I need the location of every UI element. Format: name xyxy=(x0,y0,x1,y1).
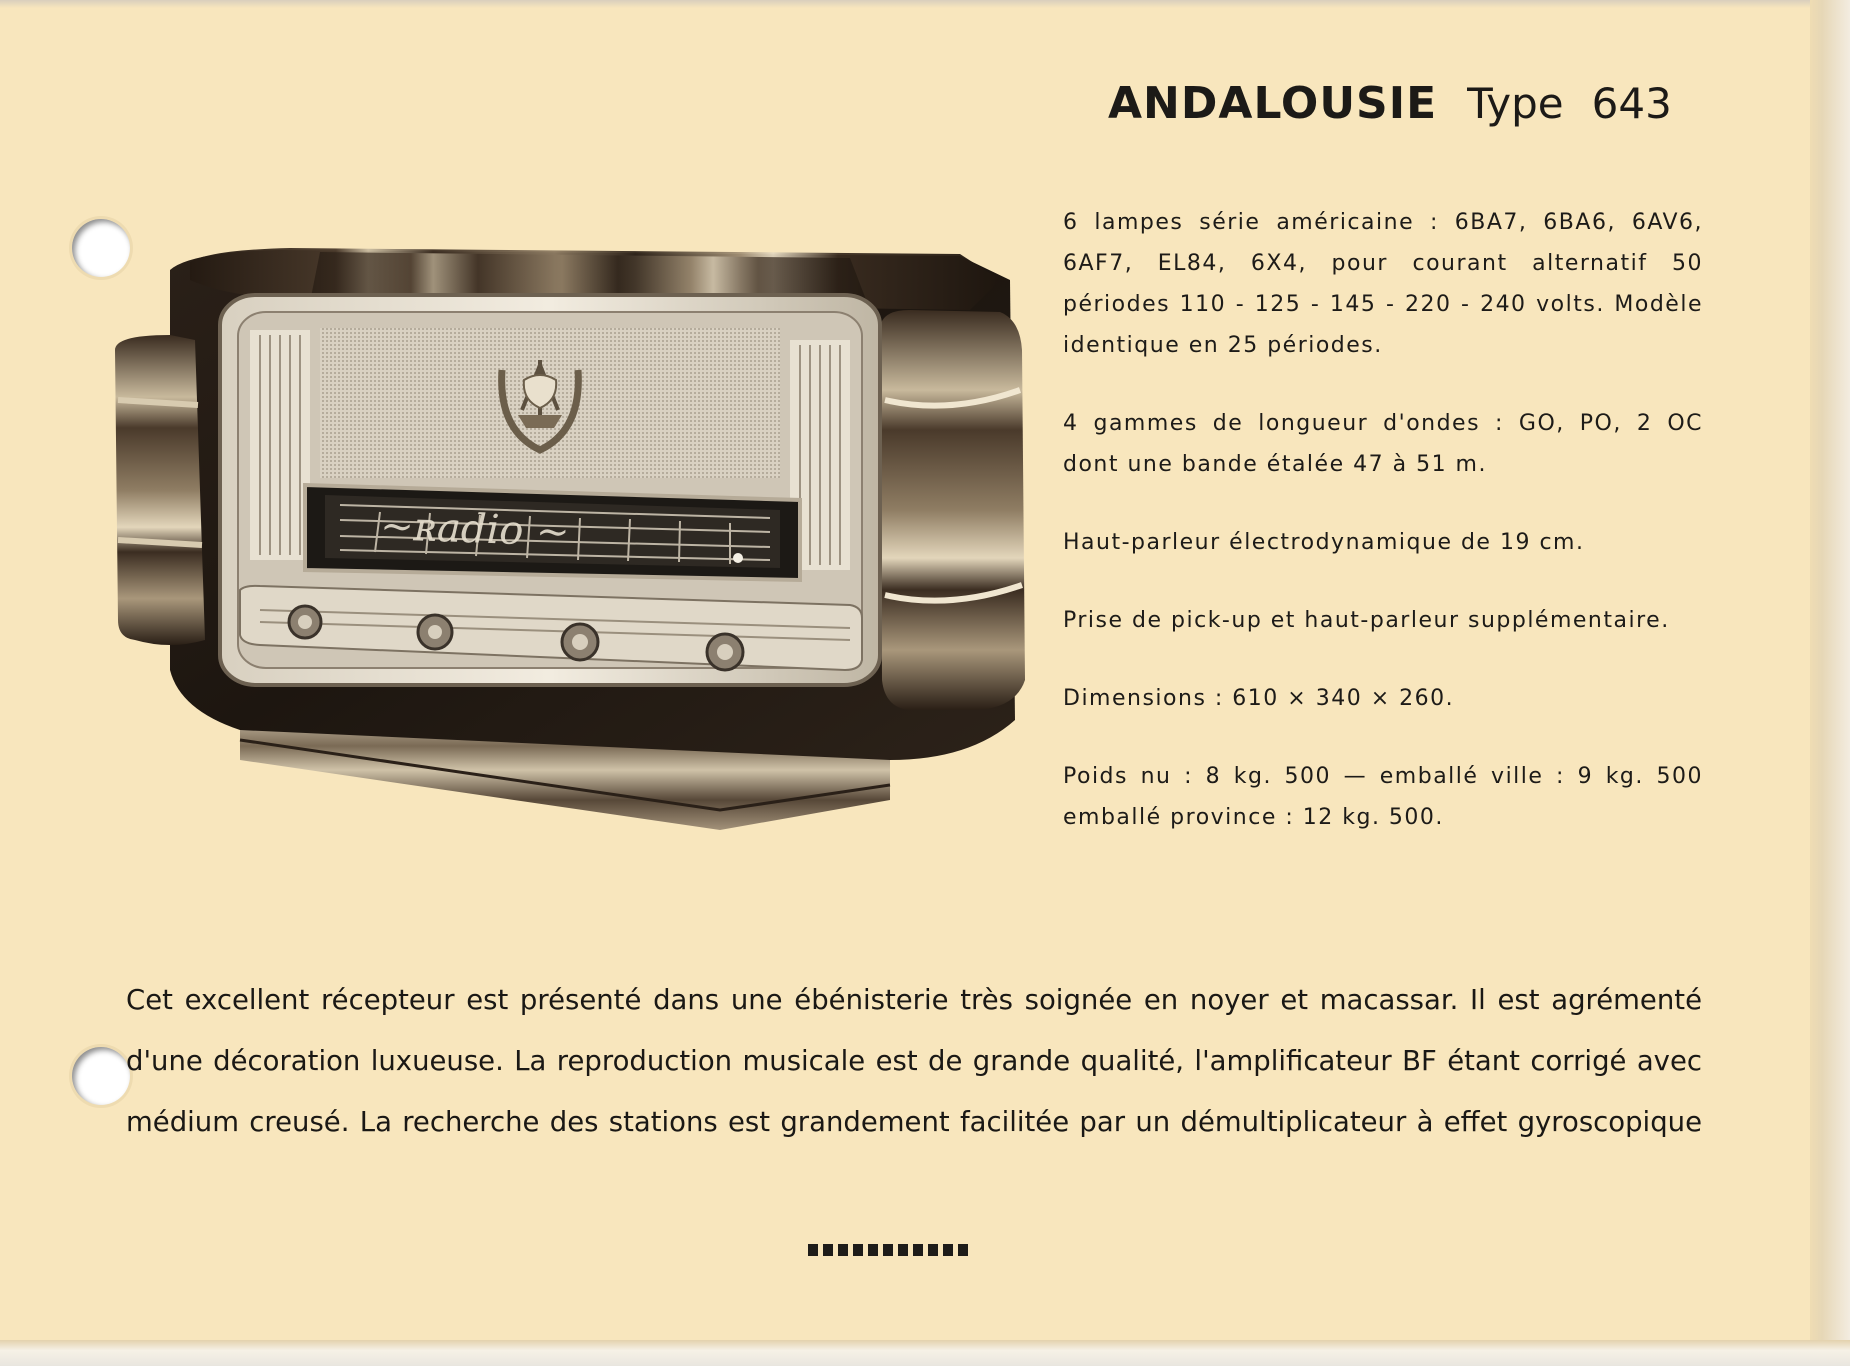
type-number: 643 xyxy=(1591,79,1672,128)
model-name: ANDALOUSIE xyxy=(1108,78,1438,129)
specifications xyxy=(1063,202,1703,875)
spec-dimensions: Dimensions : 610 × 340 × 260. xyxy=(1063,686,1455,711)
page-title xyxy=(1108,78,1672,129)
spec-speaker: Haut-parleur électrodynamique de 19 cm. xyxy=(1063,530,1585,555)
spec-wavebands: 4 gammes de longueur d'ondes : GO, PO, 2 OC dont une bande étalée 47 à 51 m. xyxy=(1063,411,1703,477)
paper-bottom-edge xyxy=(0,1340,1850,1366)
spec-weight: Poids nu : 8 kg. 500 — emballé ville : 9 kg. 500 emballé province : 12 kg. 500. xyxy=(1063,764,1703,830)
spec-tubes: 6 lampes série américaine : 6BA7, 6BA6, 6AV6, 6AF7, EL84, 6X4, pour courant alternatif 50 périodes 110 - 125 - 145 - 220 - 240 volts. Modèle identique en 25 périodes. xyxy=(1063,210,1703,358)
punch-hole-bottom xyxy=(72,1047,130,1105)
paper-top-edge xyxy=(0,0,1850,8)
decorative-separator xyxy=(808,1244,968,1256)
paper-right-edge xyxy=(1810,0,1850,1366)
description-paragraph: Cet excellent récepteur est présenté dans une ébénisterie très soignée en noyer et macassar. Il est agrémenté d'une décoration luxueuse. La reproduction musicale est de grande qualité, l'amplificateur BF étant corrigé avec médium creusé. La recherche des stations est grandement facilitée par un démultiplicateur à effet gyroscopique xyxy=(126,984,1702,1138)
spec-pickup: Prise de pick-up et haut-parleur supplémentaire. xyxy=(1063,608,1670,633)
svg-text:~ʀadio ~: ~ʀadio ~ xyxy=(379,503,571,556)
type-label: Type xyxy=(1467,79,1564,128)
radio-illustration xyxy=(110,240,1030,840)
